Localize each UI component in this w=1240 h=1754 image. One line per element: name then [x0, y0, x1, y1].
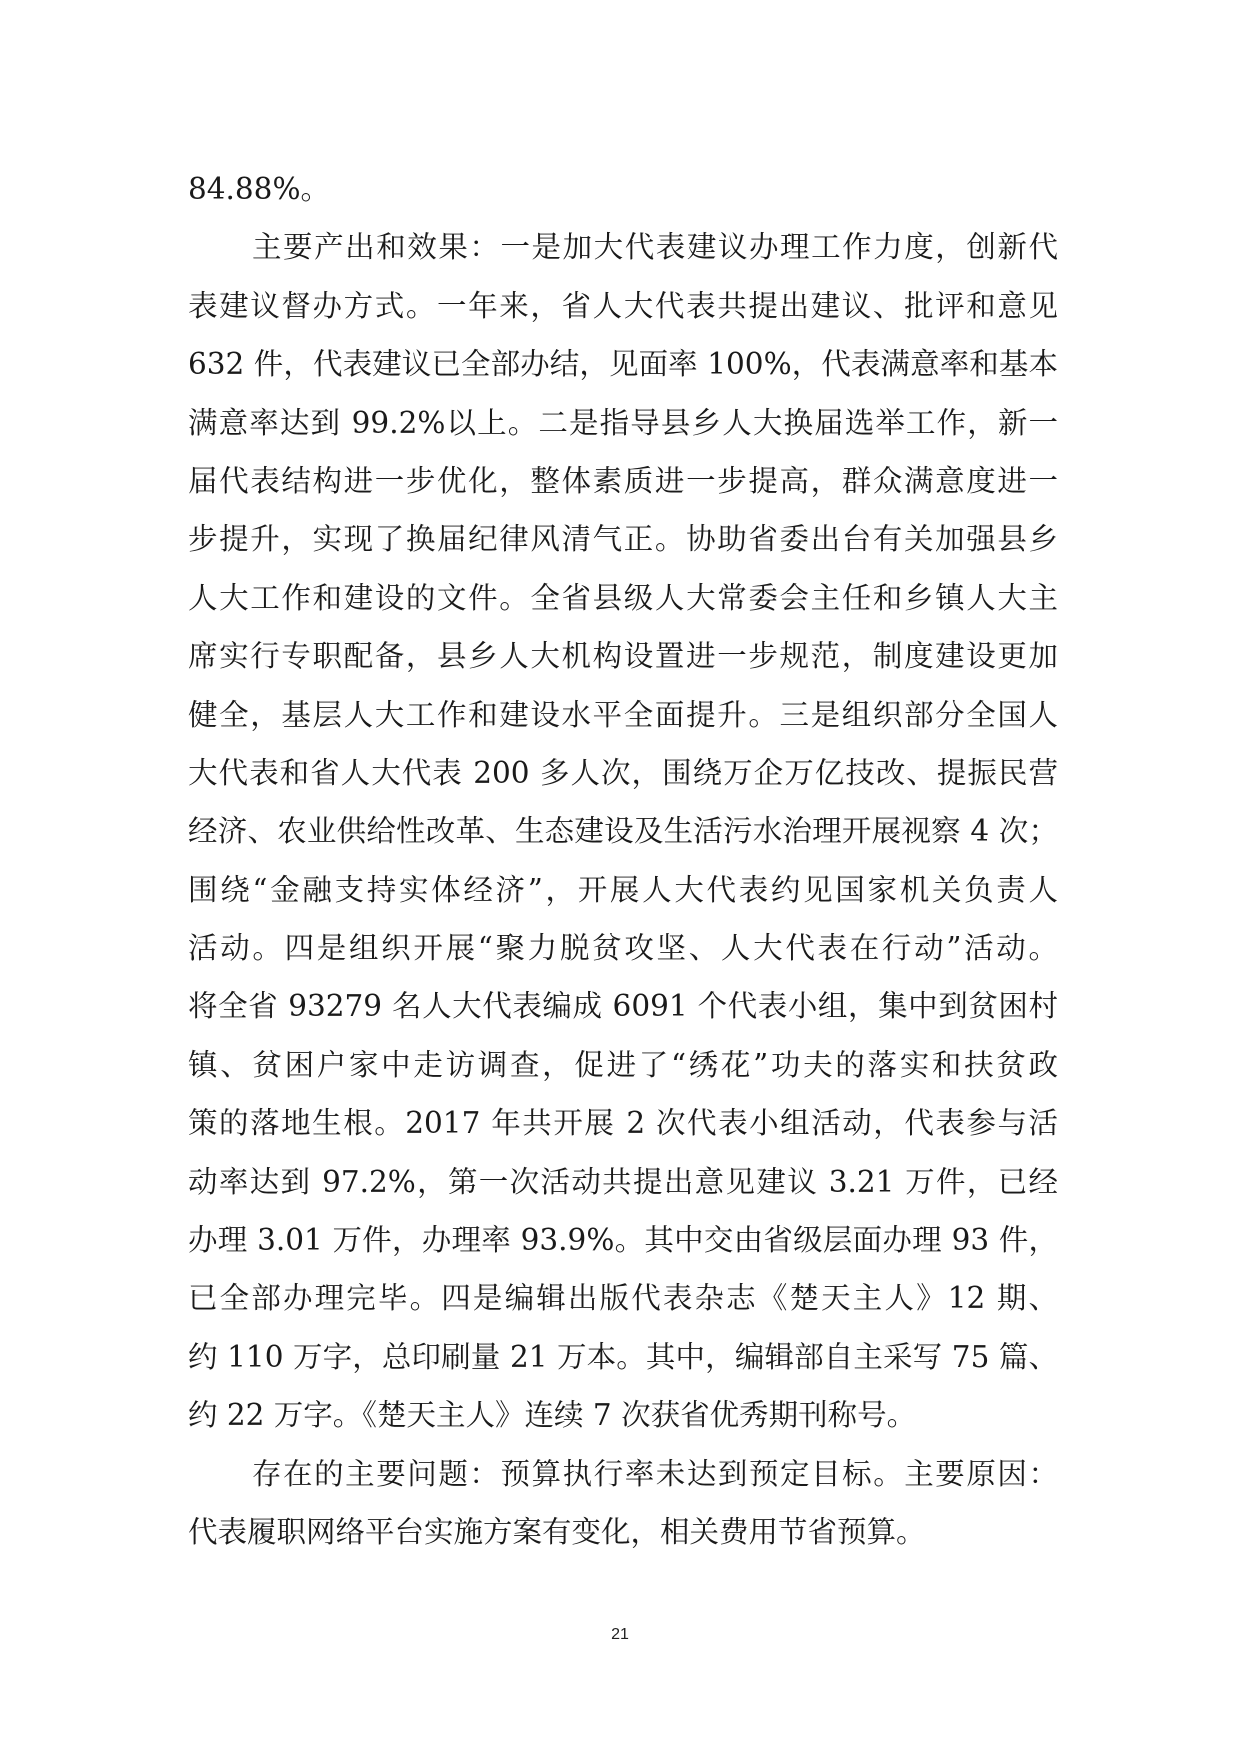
text-line: 策的落地生根。2017 年共开展 2 次代表小组活动，代表参与活: [188, 1106, 1058, 1141]
text-line: 主要产出和效果：一是加大代表建议办理工作力度，创新代: [252, 230, 1058, 265]
text-line: 经济、农业供给性改革、生态建设及生活污水治理开展视察 4 次；: [188, 814, 1058, 849]
page-number: 21: [611, 1626, 629, 1643]
text-line: 约 110 万字，总印刷量 21 万本。其中，编辑部自主采写 75 篇、: [188, 1339, 1058, 1374]
text-line: 动率达到 97.2%，第一次活动共提出意见建议 3.21 万件，已经: [188, 1164, 1058, 1199]
text-line: 人大工作和建设的文件。全省县级人大常委会主任和乡镇人大主: [188, 580, 1058, 615]
text-line: 大代表和省人大代表 200 多人次，围绕万企万亿技改、提振民营: [188, 755, 1058, 790]
text-line: 届代表结构进一步优化，整体素质进一步提高，群众满意度进一: [188, 463, 1058, 498]
text-line: 围绕“金融支持实体经济”，开展人大代表约见国家机关负责人: [188, 872, 1058, 907]
text-line: 将全省 93279 名人大代表编成 6091 个代表小组，集中到贫困村: [188, 989, 1058, 1024]
text-line: 满意率达到 99.2%以上。二是指导县乡人大换届选举工作，新一: [188, 405, 1058, 440]
document-body: [188, 160, 1058, 1561]
text-line: 已全部办理完毕。四是编辑出版代表杂志《楚天主人》12 期、: [188, 1281, 1058, 1316]
text-line: 办理 3.01 万件，办理率 93.9%。其中交由省级层面办理 93 件，: [188, 1223, 1058, 1258]
text-line: 镇、贫困户家中走访调查，促进了“绣花”功夫的落实和扶贫政: [188, 1047, 1058, 1082]
text-line: 存在的主要问题：预算执行率未达到预定目标。主要原因：: [252, 1456, 1058, 1491]
text-line: 活动。四是组织开展“聚力脱贫攻坚、人大代表在行动”活动。: [188, 931, 1058, 966]
text-line: 代表履职网络平台实施方案有变化，相关费用节省预算。: [188, 1514, 926, 1549]
text-line: 约 22 万字。《楚天主人》连续 7 次获省优秀期刊称号。: [188, 1398, 917, 1433]
text-line: 席实行专职配备，县乡人大机构设置进一步规范，制度建设更加: [188, 639, 1058, 674]
text-line: 632 件，代表建议已全部办结，见面率 100%，代表满意率和基本: [188, 347, 1058, 382]
text-line: 步提升，实现了换届纪律风清气正。协助省委出台有关加强县乡: [188, 522, 1058, 557]
text-line: 健全，基层人大工作和建设水平全面提升。三是组织部分全国人: [188, 697, 1058, 732]
text-line: 84.88%。: [188, 172, 330, 206]
text-line: 表建议督办方式。一年来，省人大代表共提出建议、批评和意见: [188, 288, 1058, 323]
